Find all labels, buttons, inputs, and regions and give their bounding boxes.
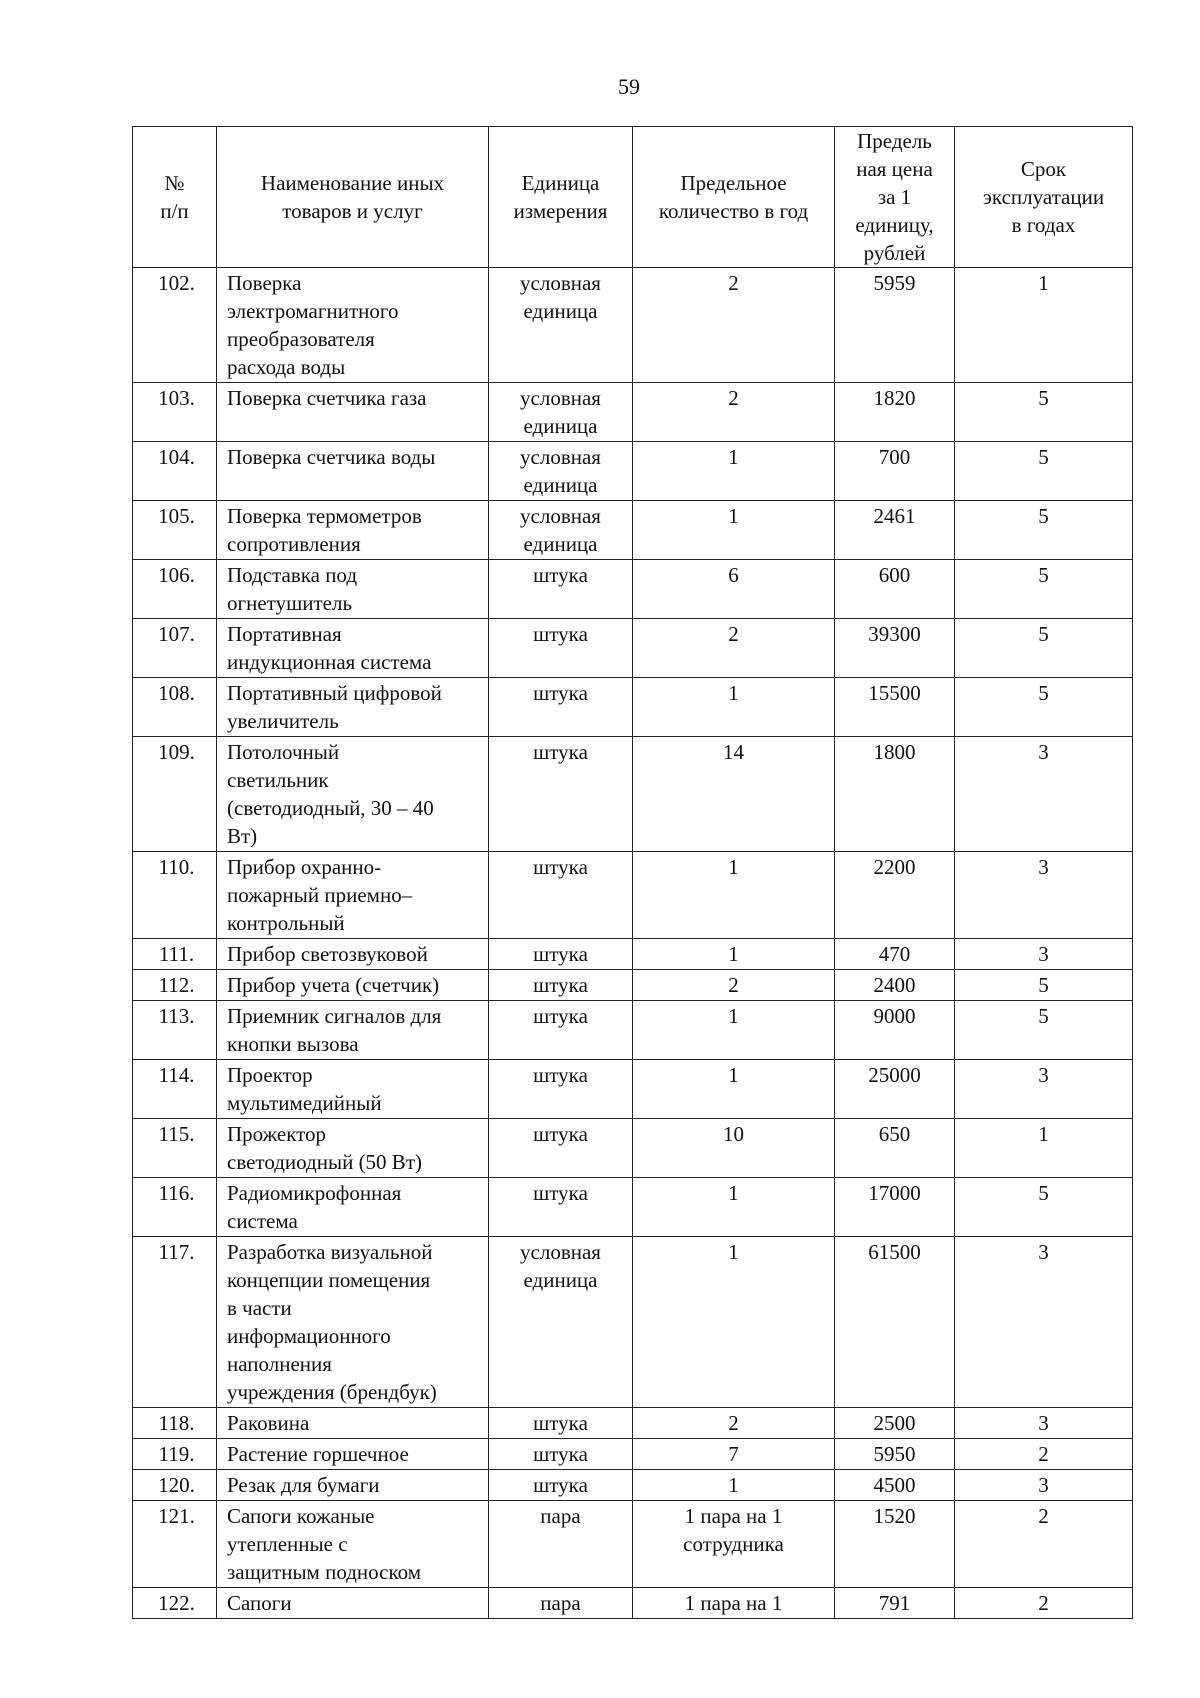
cell-number: 108. [133,678,217,737]
cell-quantity: 10 [633,1119,835,1178]
table-row [133,1060,1133,1119]
cell-service-life: 1 [955,1119,1133,1178]
table-row [133,1119,1133,1178]
cell-price: 1820 [835,383,955,442]
cell-service-life: 5 [955,560,1133,619]
cell-service-life: 3 [955,939,1133,970]
cell-name: Сапоги [217,1588,489,1619]
cell-name: Разработка визуальной концепции помещения в части информационного наполнения учреждения (брендбук) [217,1237,489,1408]
cell-number: 112. [133,970,217,1001]
cell-service-life: 5 [955,442,1133,501]
cell-price: 9000 [835,1001,955,1060]
cell-name: Растение горшечное [217,1439,489,1470]
cell-quantity: 2 [633,619,835,678]
cell-unit: условная единица [489,1237,633,1408]
cell-price: 39300 [835,619,955,678]
cell-service-life: 2 [955,1501,1133,1588]
cell-number: 120. [133,1470,217,1501]
table-row [133,268,1133,383]
cell-quantity: 2 [633,383,835,442]
table-row [133,383,1133,442]
cell-number: 107. [133,619,217,678]
cell-name: Раковина [217,1408,489,1439]
cell-service-life: 2 [955,1439,1133,1470]
table-row [133,1588,1133,1619]
cell-price: 470 [835,939,955,970]
table-row [133,852,1133,939]
cell-number: 111. [133,939,217,970]
cell-unit: условная единица [489,501,633,560]
cell-service-life: 5 [955,619,1133,678]
cell-quantity: 1 пара на 1 [633,1588,835,1619]
cell-price: 2400 [835,970,955,1001]
cell-price: 700 [835,442,955,501]
cell-name: Поверка термометров сопротивления [217,501,489,560]
cell-price: 1800 [835,737,955,852]
cell-unit: штука [489,1001,633,1060]
header-number: № п/п [133,127,217,268]
cell-unit: условная единица [489,383,633,442]
cell-unit: пара [489,1501,633,1588]
cell-service-life: 1 [955,268,1133,383]
cell-number: 117. [133,1237,217,1408]
header-name: Наименование иных товаров и услуг [217,127,489,268]
cell-service-life: 5 [955,1001,1133,1060]
cell-unit: штука [489,1060,633,1119]
header-quantity: Предельное количество в год [633,127,835,268]
table-row [133,1001,1133,1060]
cell-name: Прибор охранно- пожарный приемно– контрольный [217,852,489,939]
table-row [133,1439,1133,1470]
cell-name: Поверка счетчика воды [217,442,489,501]
cell-service-life: 3 [955,1237,1133,1408]
table-row [133,1501,1133,1588]
table-row [133,619,1133,678]
cell-name: Прибор светозвуковой [217,939,489,970]
cell-service-life: 3 [955,737,1133,852]
cell-price: 61500 [835,1237,955,1408]
table-row [133,970,1133,1001]
cell-name: Портативный цифровой увеличитель [217,678,489,737]
cell-number: 122. [133,1588,217,1619]
cell-service-life: 3 [955,1470,1133,1501]
cell-price: 600 [835,560,955,619]
table-row [133,1408,1133,1439]
cell-number: 121. [133,1501,217,1588]
cell-unit: штука [489,1470,633,1501]
cell-quantity: 1 [633,852,835,939]
cell-unit: условная единица [489,268,633,383]
cell-number: 102. [133,268,217,383]
cell-price: 2461 [835,501,955,560]
cell-unit: штука [489,852,633,939]
cell-price: 2500 [835,1408,955,1439]
cell-price: 1520 [835,1501,955,1588]
cell-unit: штука [489,1119,633,1178]
items-table [132,126,1133,1619]
cell-name: Подставка под огнетушитель [217,560,489,619]
cell-name: Приемник сигналов для кнопки вызова [217,1001,489,1060]
cell-service-life: 5 [955,383,1133,442]
cell-name: Прожектор светодиодный (50 Вт) [217,1119,489,1178]
cell-name: Прибор учета (счетчик) [217,970,489,1001]
cell-price: 5959 [835,268,955,383]
header-service-life: Срок эксплуатации в годах [955,127,1133,268]
cell-number: 104. [133,442,217,501]
table-header-row [133,127,1133,268]
cell-price: 4500 [835,1470,955,1501]
cell-service-life: 5 [955,1178,1133,1237]
table-row [133,1178,1133,1237]
cell-unit: условная единица [489,442,633,501]
cell-number: 109. [133,737,217,852]
cell-unit: штука [489,1178,633,1237]
cell-quantity: 1 [633,442,835,501]
cell-number: 114. [133,1060,217,1119]
cell-name: Поверка счетчика газа [217,383,489,442]
cell-service-life: 3 [955,1060,1133,1119]
cell-unit: штука [489,1408,633,1439]
table-row [133,1237,1133,1408]
cell-service-life: 5 [955,970,1133,1001]
cell-service-life: 5 [955,501,1133,560]
cell-name: Сапоги кожаные утепленные с защитным подноском [217,1501,489,1588]
table-row [133,1470,1133,1501]
cell-unit: пара [489,1588,633,1619]
cell-number: 103. [133,383,217,442]
header-unit: Единица измерения [489,127,633,268]
cell-unit: штука [489,678,633,737]
cell-quantity: 6 [633,560,835,619]
cell-quantity: 1 [633,678,835,737]
cell-number: 105. [133,501,217,560]
cell-quantity: 1 [633,1060,835,1119]
cell-quantity: 2 [633,268,835,383]
cell-name: Резак для бумаги [217,1470,489,1501]
cell-number: 118. [133,1408,217,1439]
cell-price: 2200 [835,852,955,939]
cell-service-life: 3 [955,852,1133,939]
table-row [133,678,1133,737]
cell-quantity: 2 [633,970,835,1001]
cell-number: 115. [133,1119,217,1178]
page-number: 59 [618,74,640,99]
table-row [133,501,1133,560]
cell-price: 25000 [835,1060,955,1119]
cell-price: 791 [835,1588,955,1619]
cell-quantity: 14 [633,737,835,852]
cell-quantity: 2 [633,1408,835,1439]
table-row [133,442,1133,501]
cell-quantity: 1 [633,501,835,560]
cell-service-life: 5 [955,678,1133,737]
cell-unit: штука [489,619,633,678]
cell-price: 15500 [835,678,955,737]
cell-number: 106. [133,560,217,619]
cell-number: 119. [133,1439,217,1470]
cell-unit: штука [489,560,633,619]
cell-quantity: 7 [633,1439,835,1470]
cell-name: Поверка электромагнитного преобразователя расхода воды [217,268,489,383]
cell-quantity: 1 [633,1237,835,1408]
cell-quantity: 1 [633,1470,835,1501]
cell-name: Радиомикрофонная система [217,1178,489,1237]
table-row [133,737,1133,852]
cell-service-life: 2 [955,1588,1133,1619]
cell-number: 113. [133,1001,217,1060]
cell-quantity: 1 пара на 1 сотрудника [633,1501,835,1588]
cell-name: Портативная индукционная система [217,619,489,678]
cell-service-life: 3 [955,1408,1133,1439]
cell-number: 116. [133,1178,217,1237]
cell-quantity: 1 [633,939,835,970]
header-price: Предель ная цена за 1 единицу, рублей [835,127,955,268]
cell-unit: штука [489,970,633,1001]
cell-number: 110. [133,852,217,939]
cell-price: 650 [835,1119,955,1178]
cell-unit: штука [489,737,633,852]
cell-unit: штука [489,1439,633,1470]
cell-unit: штука [489,939,633,970]
table-row [133,560,1133,619]
table-row [133,939,1133,970]
table-body [133,268,1133,1619]
cell-name: Потолочный светильник (светодиодный, 30 – 40 Вт) [217,737,489,852]
cell-quantity: 1 [633,1178,835,1237]
cell-price: 17000 [835,1178,955,1237]
cell-quantity: 1 [633,1001,835,1060]
cell-name: Проектор мультимедийный [217,1060,489,1119]
cell-price: 5950 [835,1439,955,1470]
